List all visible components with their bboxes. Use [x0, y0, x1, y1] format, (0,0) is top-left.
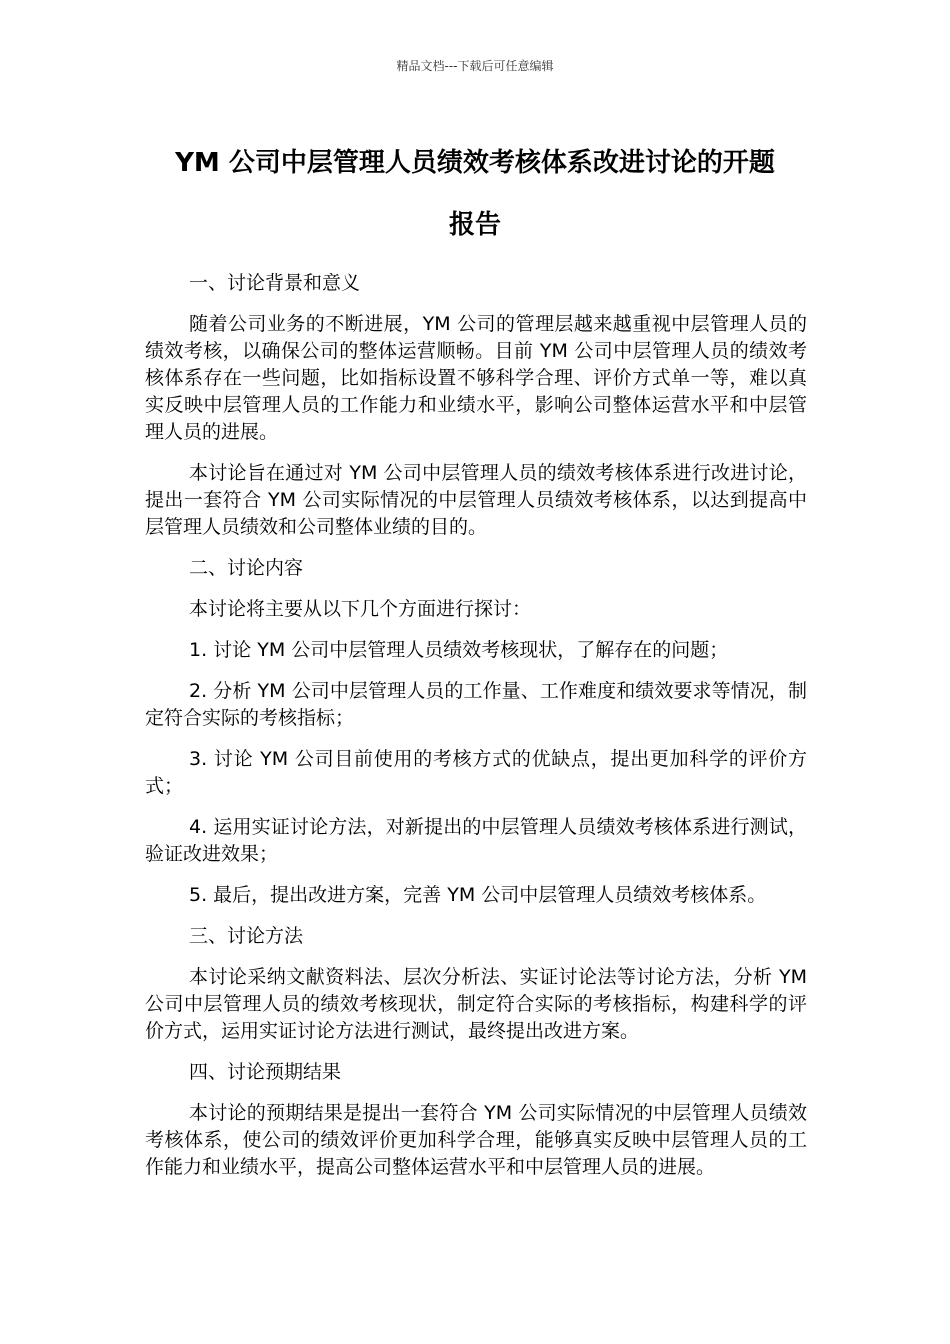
section-1-paragraph-2: 本讨论旨在通过对 YM 公司中层管理人员的绩效考核体系进行改进讨论，提出一套符合 YM 公司实际情况的中层管理人员绩效考核体系，以达到提高中层管理人员绩效和公司整体业绩的目的。: [145, 462, 807, 538]
section-4-heading: 四、讨论预期结果: [189, 1061, 342, 1083]
title-line-2: 报告: [448, 210, 501, 240]
section-4-paragraph-1: 本讨论的预期结果是提出一套符合 YM 公司实际情况的中层管理人员绩效考核体系，使公司的绩效评价更加科学合理，能够真实反映中层管理人员的工作能力和业绩水平，提高公司整体运营水平和中层管理人员的进展。: [145, 1102, 807, 1178]
title-line-1: YM 公司中层管理人员绩效考核体系改进讨论的开题: [175, 148, 775, 178]
document-body: [145, 270, 807, 1195]
section-2-item-4: 4. 运用实证讨论方法，对新提出的中层管理人员绩效考核体系进行测试，验证改进效果；: [145, 816, 807, 865]
section-2-item-2: 2. 分析 YM 公司中层管理人员的工作量、工作难度和绩效要求等情况，制定符合实际的考核指标；: [145, 680, 807, 729]
section-2-item-5: 5. 最后，提出改进方案，完善 YM 公司中层管理人员绩效考核体系。: [189, 884, 767, 906]
section-2-intro: 本讨论将主要从以下几个方面进行探讨：: [189, 598, 532, 620]
section-1-paragraph-1: 随着公司业务的不断进展，YM 公司的管理层越来越重视中层管理人员的绩效考核，以确保公司的整体运营顺畅。目前 YM 公司中层管理人员的绩效考核体系存在一些问题，比如指标设置不够科学合理、评价方式单一等，难以真实反映中层管理人员的工作能力和业绩水平，影响公司整体运营水平和中层管理人员的进展。: [145, 313, 807, 443]
header-note: 精品文档---下载后可任意编辑: [396, 59, 554, 73]
section-2-item-3: 3. 讨论 YM 公司目前使用的考核方式的优缺点，提出更加科学的评价方式；: [145, 748, 807, 797]
document-title: [145, 132, 805, 256]
section-2-heading: 二、讨论内容: [189, 557, 304, 579]
section-3-paragraph-1: 本讨论采纳文献资料法、层次分析法、实证讨论法等讨论方法，分析 YM 公司中层管理人员的绩效考核现状，制定符合实际的考核指标，构建科学的评价方式，运用实证讨论方法进行测试，最终提出改进方案。: [145, 966, 807, 1042]
section-3-heading: 三、讨论方法: [189, 925, 304, 947]
section-2-item-1: 1. 讨论 YM 公司中层管理人员绩效考核现状，了解存在的问题；: [189, 639, 729, 661]
section-1-heading: 一、讨论背景和意义: [189, 272, 361, 294]
